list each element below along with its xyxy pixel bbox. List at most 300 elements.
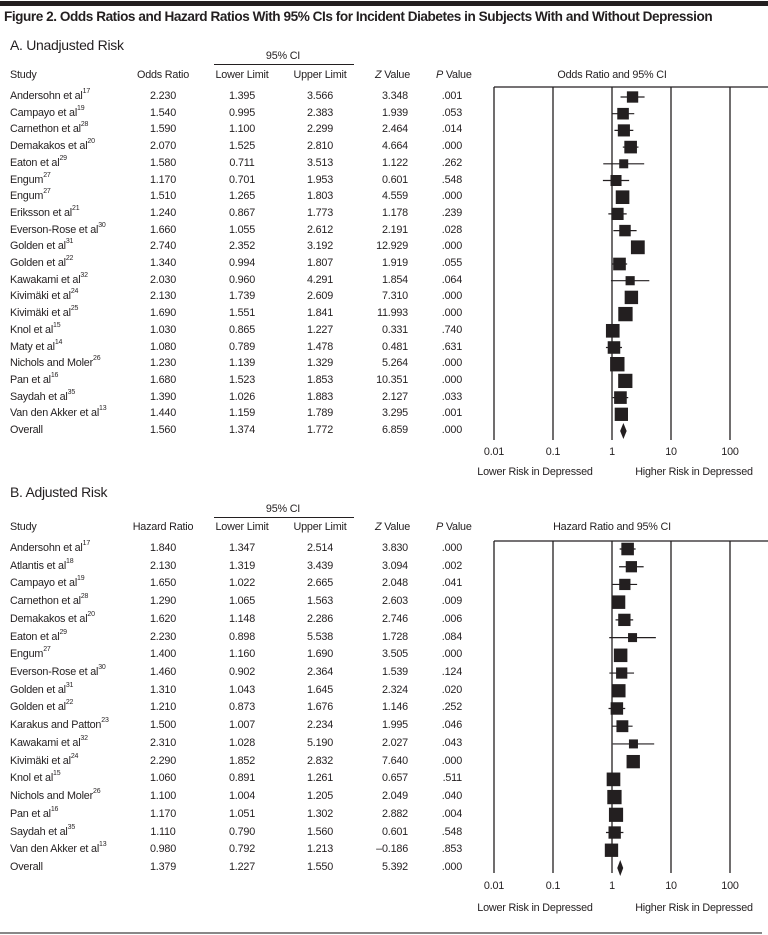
ratio-value: 2.070 — [149, 140, 177, 153]
z-value: 4.559 — [381, 190, 408, 203]
p-value: .001 — [441, 90, 462, 102]
p-value: .040 — [441, 790, 462, 803]
ratio-value: 1.379 — [149, 860, 177, 873]
z-value: 1.178 — [381, 206, 408, 219]
reference-number: 17 — [82, 540, 91, 547]
effect-box — [617, 108, 629, 120]
ratio-value: 1.620 — [149, 612, 177, 625]
effect-box — [629, 739, 638, 748]
study-label: Pan et al — [10, 373, 51, 386]
upper-limit-value: 2.810 — [306, 140, 334, 153]
study-label: Carnethon et al — [10, 123, 81, 136]
p-value: .853 — [441, 843, 462, 856]
effect-box — [618, 307, 632, 321]
p-value: .124 — [441, 666, 462, 679]
p-value: .002 — [441, 559, 462, 572]
header-ratio: Odds Ratio — [136, 69, 190, 81]
effect-box — [618, 374, 632, 388]
plot-title: Odds Ratio and 95% CI — [557, 69, 667, 81]
study-label: Van den Akker et al — [10, 843, 100, 856]
lower-limit-value: 1.028 — [228, 736, 256, 749]
ratio-value: 2.740 — [149, 240, 177, 253]
study-label: Maty et al — [10, 340, 55, 353]
z-value: 6.859 — [381, 424, 408, 436]
z-value: 1.995 — [381, 719, 408, 732]
left-risk-label: Lower Risk in Depressed — [477, 466, 593, 478]
z-value: 2.191 — [381, 223, 408, 236]
upper-limit-value: 3.439 — [306, 559, 334, 572]
upper-limit-value: 2.609 — [306, 290, 334, 303]
header-ratio: Hazard Ratio — [132, 521, 194, 533]
upper-limit-value: 1.853 — [306, 373, 334, 386]
ratio-value: 1.400 — [149, 648, 177, 661]
study-label: Engum — [10, 173, 44, 186]
ratio-value: 2.290 — [149, 754, 177, 767]
effect-box — [618, 614, 630, 626]
z-value: 3.295 — [381, 407, 408, 420]
p-value: .740 — [441, 323, 462, 336]
reference-number: 26 — [93, 355, 101, 363]
reference-number: 23 — [101, 717, 109, 725]
z-value: 2.324 — [381, 683, 408, 696]
z-value: 1.122 — [381, 156, 408, 169]
study-label: Atlantis et al — [10, 559, 67, 572]
lower-limit-value: 0.960 — [228, 273, 256, 286]
effect-box — [628, 633, 637, 642]
p-value: .014 — [441, 123, 462, 136]
ratio-value: 1.310 — [149, 683, 177, 696]
upper-limit-value: 4.291 — [306, 273, 334, 286]
p-value: .000 — [441, 754, 462, 767]
upper-limit-value: 1.261 — [306, 772, 334, 785]
z-value: 1.146 — [381, 701, 408, 714]
reference-number: 22 — [65, 699, 74, 707]
lower-limit-value: 0.865 — [228, 323, 256, 336]
p-value: .631 — [441, 340, 462, 353]
ratio-value: 1.240 — [149, 206, 177, 219]
effect-box — [616, 720, 628, 732]
reference-number: 24 — [70, 288, 79, 296]
reference-number: 32 — [80, 271, 88, 279]
ratio-value: 1.030 — [149, 323, 177, 336]
lower-limit-value: 1.852 — [228, 754, 256, 767]
x-tick-label: 10 — [665, 446, 677, 458]
ratio-value: 1.210 — [149, 701, 177, 714]
lower-limit-value: 1.347 — [228, 542, 256, 554]
upper-limit-value: 1.550 — [306, 860, 334, 873]
z-value: 3.094 — [381, 559, 408, 572]
p-value: .262 — [441, 156, 462, 169]
p-value: .053 — [441, 106, 462, 119]
z-value: 2.746 — [381, 612, 408, 625]
effect-box — [609, 826, 621, 838]
lower-limit-value: 1.319 — [228, 559, 256, 572]
p-value: .000 — [441, 240, 462, 253]
reference-number: 15 — [53, 321, 61, 329]
ratio-value: 1.170 — [149, 807, 177, 820]
x-tick-label: 0.1 — [545, 880, 561, 892]
p-value: .000 — [441, 140, 462, 153]
p-value: .004 — [441, 807, 462, 820]
study-label: Golden et al — [10, 701, 66, 714]
p-value: .252 — [441, 701, 462, 714]
z-value: 0.657 — [381, 772, 408, 785]
reference-number: 15 — [53, 770, 61, 778]
effect-box — [626, 276, 635, 285]
z-value: –0.186 — [376, 843, 408, 856]
ratio-value: 1.080 — [149, 340, 177, 353]
z-value: 1.919 — [381, 257, 408, 269]
ci-group-label: 95% CI — [265, 503, 301, 515]
study-label: Kivimäki et al — [10, 754, 71, 767]
z-value: 2.048 — [381, 577, 408, 590]
ratio-value: 1.060 — [149, 772, 177, 785]
p-value: .548 — [441, 173, 462, 186]
effect-box — [619, 159, 628, 168]
effect-box — [612, 595, 626, 609]
reference-number: 18 — [66, 557, 74, 565]
reference-number: 29 — [59, 154, 67, 162]
study-label: Pan et al — [10, 807, 51, 820]
upper-limit-value: 1.560 — [306, 825, 334, 838]
reference-number: 35 — [67, 388, 76, 396]
p-value: .055 — [441, 257, 462, 269]
z-value: 0.601 — [381, 173, 408, 186]
upper-limit-value: 2.832 — [306, 754, 334, 767]
ratio-value: 1.230 — [149, 357, 177, 370]
reference-number: 21 — [72, 204, 80, 212]
reference-number: 13 — [99, 841, 107, 849]
reference-number: 25 — [70, 305, 79, 313]
lower-limit-value: 1.525 — [228, 140, 256, 153]
study-label: Kawakami et al — [10, 273, 81, 286]
z-value: 2.127 — [381, 390, 408, 403]
left-risk-label: Lower Risk in Depressed — [477, 902, 593, 914]
reference-number: 16 — [50, 805, 59, 813]
reference-number: 27 — [43, 171, 51, 179]
ratio-value: 1.510 — [149, 190, 177, 203]
study-label: Nichols and Moler — [10, 357, 94, 370]
lower-limit-value: 1.551 — [228, 307, 256, 320]
upper-limit-value: 1.213 — [306, 843, 334, 856]
ratio-value: 1.460 — [149, 666, 177, 679]
lower-limit-value: 0.790 — [228, 825, 256, 838]
lower-limit-value: 1.004 — [228, 790, 256, 803]
p-value: .041 — [441, 577, 462, 590]
reference-number: 35 — [67, 823, 76, 831]
study-label: Golden et al — [10, 683, 66, 696]
header-upper: Upper Limit — [293, 69, 347, 81]
effect-box — [611, 208, 623, 220]
lower-limit-value: 0.994 — [228, 257, 256, 269]
lower-limit-value: 1.139 — [228, 357, 256, 370]
ratio-value: 1.340 — [149, 257, 177, 269]
effect-box — [605, 844, 618, 857]
lower-limit-value: 1.055 — [228, 223, 256, 236]
lower-limit-value: 0.995 — [228, 106, 256, 119]
study-label: Saydah et al — [10, 390, 68, 403]
reference-number: 20 — [87, 138, 95, 146]
lower-limit-value: 1.160 — [228, 648, 256, 661]
upper-limit-value: 1.676 — [306, 701, 334, 714]
z-value: 2.603 — [381, 595, 408, 608]
lower-limit-value: 0.701 — [228, 173, 256, 186]
lower-limit-value: 1.395 — [228, 90, 256, 102]
z-value: 2.464 — [381, 123, 408, 136]
lower-limit-value: 0.792 — [228, 843, 256, 856]
study-label: Demakakos et al — [10, 140, 88, 153]
reference-number: 27 — [43, 188, 51, 196]
study-label: Everson-Rose et al — [10, 666, 99, 679]
z-value: 3.830 — [381, 542, 408, 554]
lower-limit-value: 0.902 — [228, 666, 256, 679]
reference-number: 19 — [77, 104, 85, 112]
upper-limit-value: 1.883 — [306, 390, 334, 403]
effect-box — [631, 240, 645, 254]
lower-limit-value: 1.374 — [228, 424, 256, 436]
p-value: .006 — [441, 612, 462, 625]
effect-box — [610, 357, 624, 371]
z-value: 2.882 — [381, 807, 408, 820]
lower-limit-value: 1.159 — [228, 407, 256, 420]
p-rest: Value — [443, 521, 472, 533]
upper-limit-value: 1.841 — [306, 307, 334, 320]
ratio-value: 2.230 — [149, 90, 177, 102]
ratio-value: 1.690 — [149, 307, 177, 320]
reference-number: 26 — [93, 788, 101, 796]
z-value: 2.049 — [381, 790, 408, 803]
upper-limit-value: 1.302 — [306, 807, 334, 820]
study-label: Kivimäki et al — [10, 290, 71, 303]
p-value: .000 — [441, 307, 462, 320]
reference-number: 30 — [98, 221, 106, 229]
study-label: Kawakami et al — [10, 736, 81, 749]
study-label: Knol et al — [10, 323, 54, 336]
effect-box — [625, 291, 638, 304]
panel-title: A. Unadjusted Risk — [10, 37, 124, 53]
lower-limit-value: 1.007 — [228, 719, 256, 732]
x-tick-label: 10 — [665, 880, 677, 892]
lower-limit-value: 1.739 — [228, 290, 256, 303]
effect-box — [616, 190, 630, 204]
ratio-value: 2.030 — [149, 273, 177, 286]
upper-limit-value: 1.227 — [306, 323, 334, 336]
reference-number: 32 — [80, 734, 88, 742]
ratio-value: 2.130 — [149, 290, 177, 303]
panel-title: B. Adjusted Risk — [10, 484, 108, 500]
lower-limit-value: 0.711 — [229, 156, 255, 169]
lower-limit-value: 1.022 — [228, 577, 256, 590]
upper-limit-value: 3.192 — [306, 240, 334, 253]
reference-number: 16 — [50, 371, 59, 379]
p-italic: P — [436, 69, 444, 81]
bottom-rule — [0, 932, 762, 934]
effect-box — [615, 408, 628, 421]
upper-limit-value: 1.807 — [306, 257, 334, 269]
study-label: Andersohn et al — [10, 90, 83, 102]
study-label: Eaton et al — [10, 630, 60, 643]
lower-limit-value: 0.867 — [228, 206, 256, 219]
upper-limit-value: 2.286 — [306, 612, 334, 625]
p-value: .000 — [441, 357, 462, 370]
p-value: .511 — [442, 772, 462, 785]
upper-limit-value: 1.789 — [306, 407, 334, 420]
upper-limit-value: 2.299 — [306, 123, 334, 136]
ratio-value: 2.230 — [149, 630, 177, 643]
study-label: Nichols and Moler — [10, 790, 94, 803]
p-value: .000 — [441, 648, 462, 661]
p-value: .020 — [441, 683, 462, 696]
study-label: Golden et al — [10, 240, 66, 253]
study-label: Carnethon et al — [10, 595, 81, 608]
ratio-value: 1.660 — [149, 223, 177, 236]
upper-limit-value: 1.690 — [306, 648, 334, 661]
z-value: 0.481 — [381, 340, 408, 353]
effect-box — [616, 667, 627, 678]
overall-diamond — [617, 860, 623, 876]
header-study: Study — [10, 521, 37, 533]
ratio-value: 1.560 — [149, 424, 177, 436]
study-label: Van den Akker et al — [10, 407, 100, 420]
study-label: Kivimäki et al — [10, 307, 71, 320]
p-value: .000 — [441, 542, 462, 554]
upper-limit-value: 2.514 — [306, 542, 334, 554]
reference-number: 14 — [54, 338, 63, 346]
ratio-value: 2.130 — [149, 559, 177, 572]
p-value: .033 — [441, 390, 462, 403]
p-value: .028 — [441, 223, 462, 236]
ratio-value: 1.290 — [149, 595, 177, 608]
effect-box — [611, 175, 622, 186]
z-value: 2.027 — [381, 736, 408, 749]
z-italic: Z — [375, 521, 382, 533]
reference-number: 31 — [65, 681, 74, 689]
lower-limit-value: 0.789 — [228, 340, 256, 353]
lower-limit-value: 1.265 — [228, 190, 256, 203]
x-tick-label: 0.01 — [483, 446, 505, 458]
study-label: Overall — [10, 424, 43, 436]
reference-number: 17 — [82, 88, 91, 95]
z-value: 12.929 — [376, 240, 408, 253]
ratio-value: 1.440 — [149, 407, 177, 420]
p-value: .009 — [441, 595, 462, 608]
reference-number: 20 — [87, 610, 95, 618]
effect-box — [627, 91, 638, 102]
upper-limit-value: 1.329 — [306, 357, 334, 370]
p-value: .239 — [441, 206, 462, 219]
p-value: .548 — [441, 825, 462, 838]
ratio-value: 1.110 — [150, 825, 176, 838]
effect-box — [608, 341, 621, 354]
effect-box — [618, 124, 630, 136]
upper-limit-value: 1.773 — [306, 206, 334, 219]
plot-title: Hazard Ratio and 95% CI — [553, 521, 671, 533]
ratio-value: 1.650 — [149, 577, 177, 590]
effect-box — [609, 808, 623, 822]
effect-box — [612, 684, 625, 697]
effect-box — [627, 755, 640, 768]
effect-box — [619, 225, 630, 236]
reference-number: 27 — [43, 646, 51, 654]
study-label: Overall — [10, 860, 43, 873]
x-tick-label: 0.01 — [483, 880, 505, 892]
study-label: Saydah et al — [10, 825, 68, 838]
effect-box — [621, 543, 634, 556]
z-value: 1.539 — [381, 666, 408, 679]
header-study: Study — [10, 69, 37, 81]
lower-limit-value: 2.352 — [228, 240, 256, 253]
effect-box — [626, 561, 637, 572]
p-value: .000 — [441, 860, 462, 873]
reference-number: 19 — [77, 575, 85, 583]
p-value: .000 — [441, 290, 462, 303]
effect-box — [624, 141, 637, 154]
header-lower: Lower Limit — [215, 521, 269, 533]
ratio-value: 1.580 — [149, 156, 177, 169]
p-value: .000 — [441, 190, 462, 203]
study-label: Eaton et al — [10, 156, 60, 169]
lower-limit-value: 1.051 — [228, 807, 256, 820]
p-value: .064 — [441, 273, 462, 286]
study-label: Campayo et al — [10, 106, 78, 119]
effect-box — [614, 391, 627, 404]
z-rest: Value — [381, 69, 411, 81]
lower-limit-value: 1.148 — [228, 612, 256, 625]
upper-limit-value: 5.538 — [306, 630, 334, 643]
z-value: 5.264 — [381, 357, 408, 370]
reference-number: 28 — [80, 593, 89, 601]
lower-limit-value: 1.100 — [228, 123, 256, 136]
z-value: 5.392 — [381, 860, 408, 873]
z-value: 10.351 — [376, 373, 408, 386]
effect-box — [614, 649, 628, 663]
study-label: Karakus and Patton — [10, 719, 102, 732]
z-value: 1.728 — [381, 630, 408, 643]
upper-limit-value: 2.665 — [306, 577, 334, 590]
x-tick-label: 1 — [609, 880, 615, 892]
z-value: 1.939 — [381, 106, 408, 119]
upper-limit-value: 3.513 — [306, 156, 334, 169]
upper-limit-value: 2.612 — [306, 223, 334, 236]
reference-number: 30 — [98, 664, 106, 672]
study-label: Engum — [10, 648, 44, 661]
z-value: 7.310 — [381, 290, 408, 303]
study-label: Knol et al — [10, 772, 54, 785]
reference-number: 31 — [65, 238, 74, 246]
p-value: .043 — [441, 736, 462, 749]
ratio-value: 1.170 — [149, 173, 177, 186]
ratio-value: 1.590 — [149, 123, 177, 136]
p-value: .001 — [441, 407, 462, 420]
study-label: Demakakos et al — [10, 612, 88, 625]
study-label: Andersohn et al — [10, 542, 83, 554]
ci-group-label: 95% CI — [265, 50, 301, 62]
upper-limit-value: 1.803 — [306, 190, 334, 203]
p-value: .046 — [441, 719, 462, 732]
lower-limit-value: 0.898 — [228, 630, 256, 643]
reference-number: 22 — [65, 255, 74, 262]
overall-diamond — [620, 423, 627, 439]
lower-limit-value: 0.873 — [228, 701, 256, 714]
effect-box — [611, 702, 623, 714]
x-tick-label: 1 — [609, 446, 615, 458]
right-risk-label: Higher Risk in Depressed — [635, 466, 753, 478]
z-value: 0.331 — [381, 323, 408, 336]
z-italic: Z — [375, 69, 382, 81]
z-value: 0.601 — [381, 825, 408, 838]
upper-limit-value: 1.205 — [306, 790, 334, 803]
right-risk-label: Higher Risk in Depressed — [635, 902, 753, 914]
